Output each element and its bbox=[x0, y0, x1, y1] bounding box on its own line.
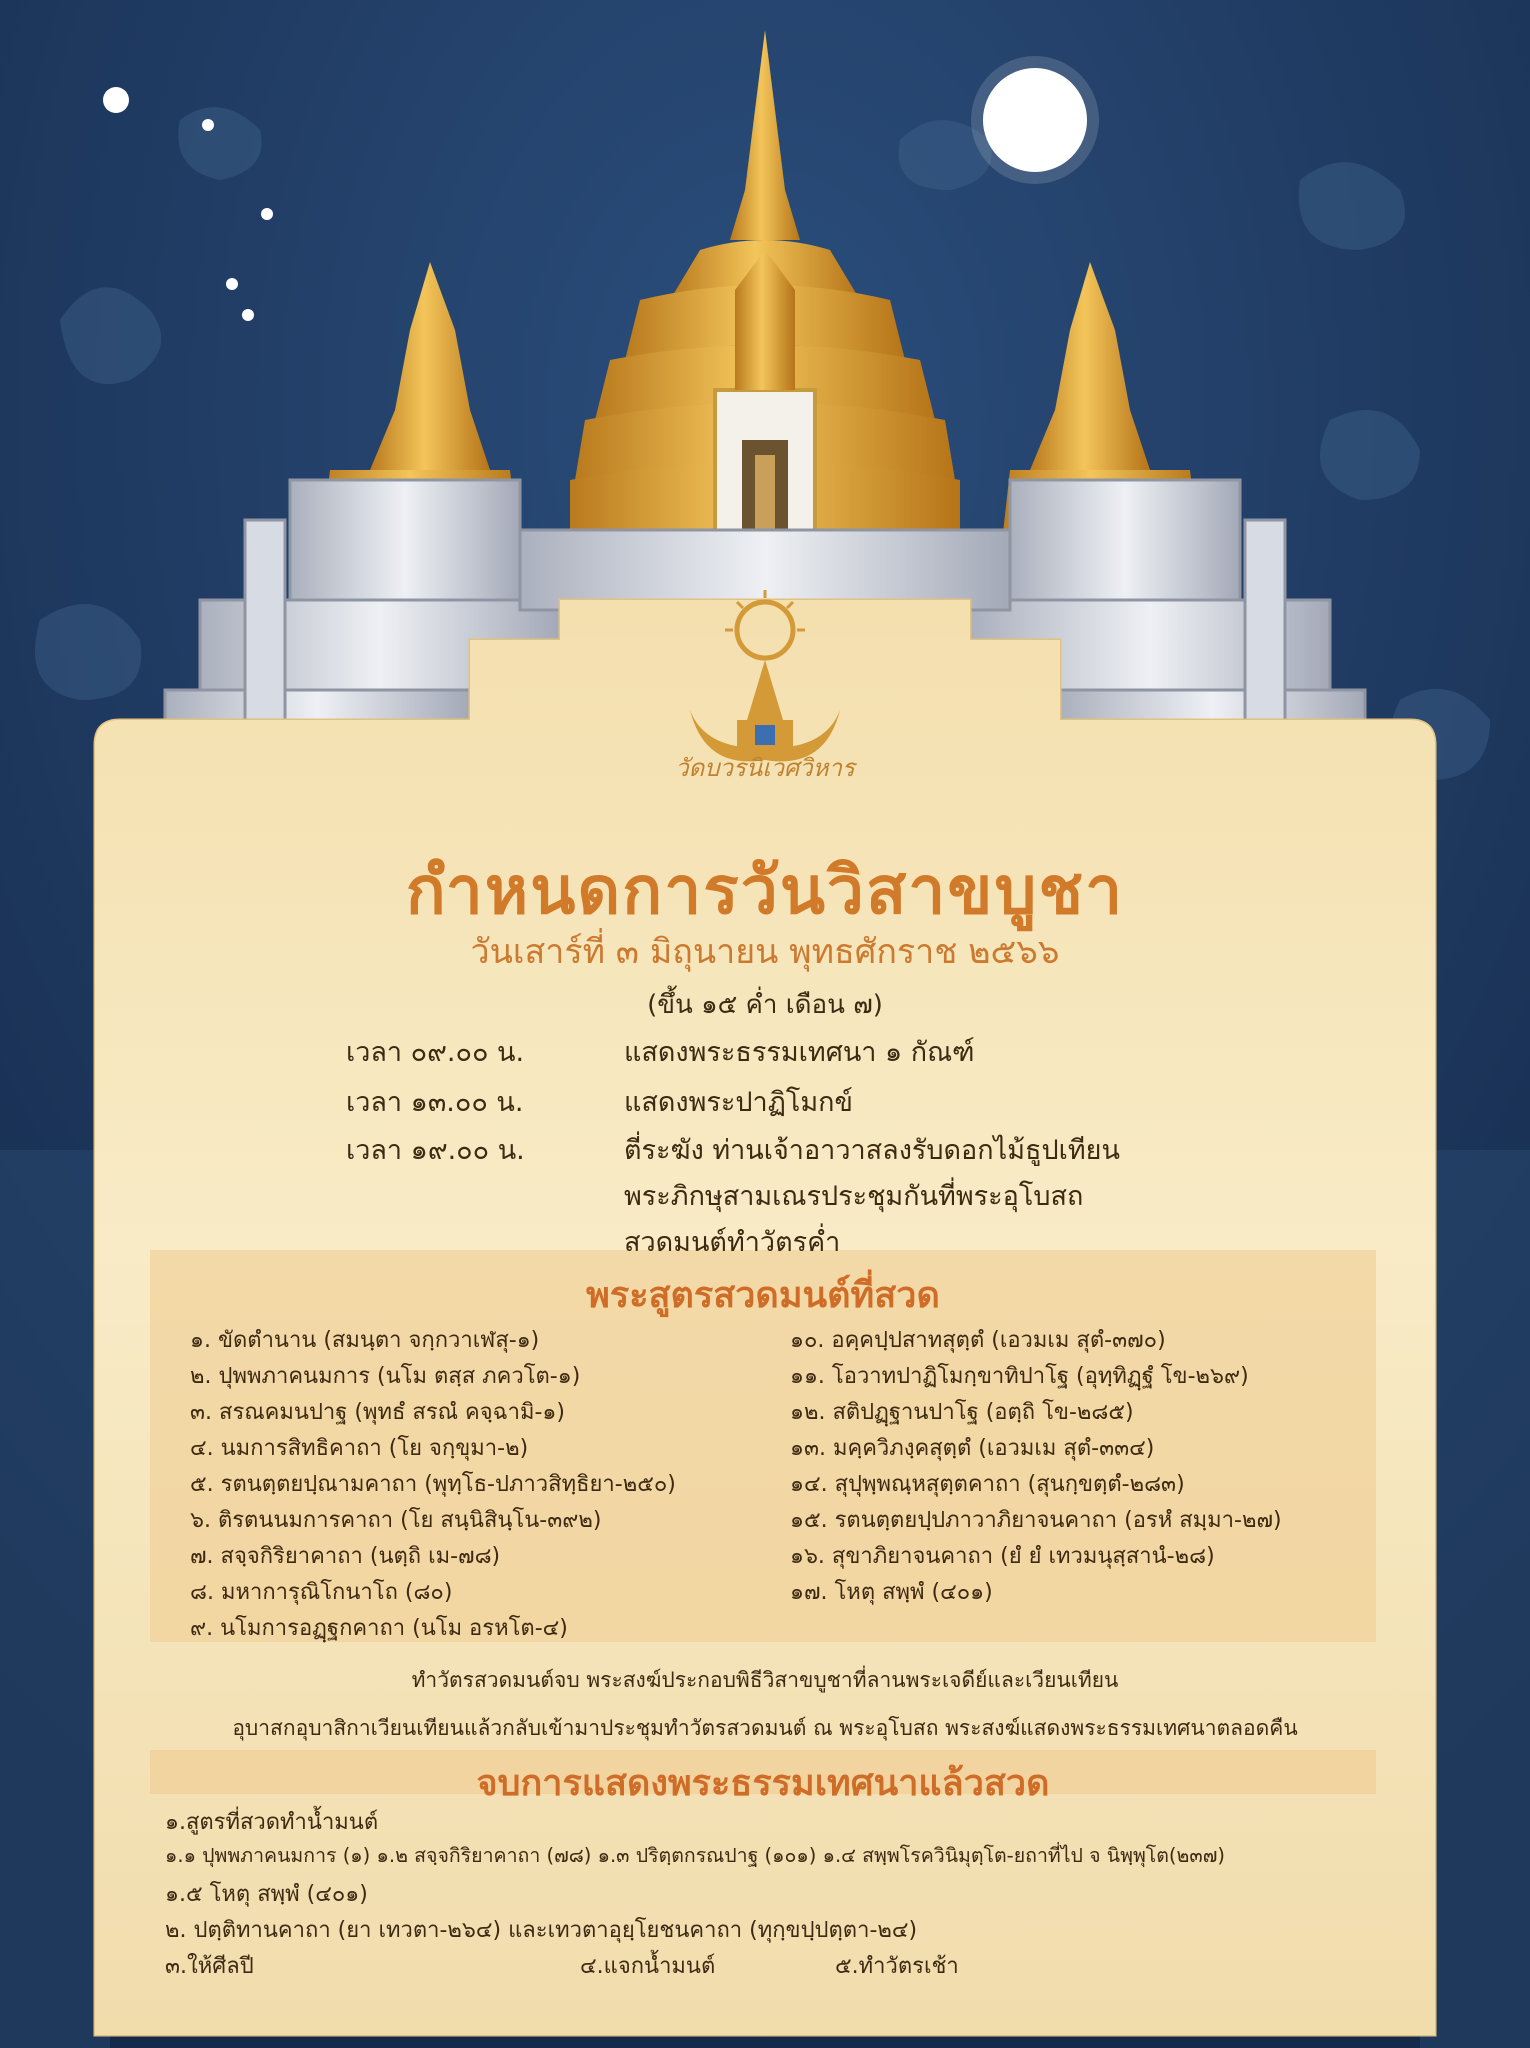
lunar-date: (ขึ้น ๑๕ ค่ำ เดือน ๗) bbox=[647, 990, 883, 1020]
chant-item-left: ๔. นมการสิทธิคาถา (โย จกฺขุมา-๒) bbox=[190, 1436, 529, 1461]
chant-item-left: ๕. รตนตฺตยปฺณามคาถา (พุทฺโธ-ปภาวสิทฺธิยา-๒๕๐) bbox=[190, 1472, 676, 1497]
chant-item-right: ๑๖. สุขาภิยาจนคาถา (ยํ ยํ เทวมนุสฺสานํ-๒๘) bbox=[790, 1544, 1215, 1569]
schedule-text: ตี่ระฆัง ท่านเจ้าอาวาสลงรับดอกไม้ธูปเทียน bbox=[624, 1135, 1120, 1166]
chant-item-right: ๑๗. โหตุ สพฺพํ (๔๐๑) bbox=[790, 1580, 993, 1605]
closing-line: ๑.สูตรที่สวดทำน้ำมนต์ bbox=[165, 1810, 379, 1835]
chant-item-left: ๓. สรณคมนปาฐ (พุทธํ สรณํ คจฺฉามิ-๑) bbox=[190, 1400, 565, 1425]
schedule-time: เวลา ๐๙.๐๐ น. bbox=[346, 1037, 525, 1068]
date-subtitle: วันเสาร์ที่ ๓ มิถุนายน พุทธศักราช ๒๕๖๖ bbox=[470, 932, 1060, 972]
chant-heading: พระสูตรสวดมนต์ที่สวด bbox=[586, 1274, 940, 1316]
schedule-time: เวลา ๑๙.๐๐ น. bbox=[346, 1135, 525, 1166]
chant-item-right: ๑๒. สติปฏฺฐานปาโฐ (อตฺถิ โข-๒๘๕) bbox=[790, 1400, 1134, 1425]
chant-item-left: ๘. มหาการุณิโกนาโถ (๘๐) bbox=[190, 1580, 453, 1605]
page-title: กำหนดการวันวิสาขบูชา bbox=[405, 851, 1125, 929]
chant-item-left: ๖. ติรตนนมการคาถา (โย สนฺนิสินฺโน-๓๙๒) bbox=[190, 1508, 602, 1533]
ceremony-note: ทำวัตรสวดมนต์จบ พระสงฆ์ประกอบพิธีวิสาขบูชาที่ลานพระเจดีย์และเวียนเทียน bbox=[411, 1668, 1119, 1692]
chant-item-left: ๒. ปุพพภาคนมการ (นโม ตสฺส ภควโต-๑) bbox=[190, 1364, 581, 1389]
closing-item: ๔.แจกน้ำมนต์ bbox=[580, 1954, 716, 1979]
schedule-text: แสดงพระธรรมเทศนา ๑ กัณฑ์ bbox=[624, 1037, 975, 1068]
chant-item-right: ๑๓. มคฺควิภงฺคสุตฺตํ (เอวมเม สุตํ-๓๓๔) bbox=[790, 1436, 1155, 1461]
logo-caption: วัดบวรนิเวศวิหาร bbox=[675, 754, 855, 782]
closing-line: ๒. ปตฺติทานคาถา (ยา เทวตา-๒๖๔) และเทวตาอุยฺโยชนคาถา (ทุกฺขปฺปตฺตา-๒๔) bbox=[165, 1918, 918, 1943]
schedule-text: แสดงพระปาฏิโมกข์ bbox=[624, 1087, 853, 1118]
schedule-text: สวดมนต์ทำวัตรค่ำ bbox=[624, 1227, 841, 1258]
closing-item: ๓.ให้ศีลปี bbox=[165, 1954, 254, 1979]
chant-item-left: ๙. นโมการอฏฺฐกคาถา (นโม อรหโต-๔) bbox=[190, 1616, 568, 1641]
closing-line: ๑.๑ ปุพพภาคนมการ (๑) ๑.๒ สจฺจกิริยาคาถา (๗๘) ๑.๓ ปริตฺตกรณปาฐ (๑๐๑) ๑.๔ สพฺพโรควินิมุตฺโต-ยถาที่ไป จ นิพฺพุโต(๒๓๗) bbox=[165, 1844, 1225, 1867]
chant-item-right: ๑๑. โอวาทปาฏิโมกฺขาทิปาโฐ (อุทฺทิฏฺฐํ โข-๒๖๙) bbox=[790, 1364, 1249, 1389]
closing-line: ๑.๕ โหตุ สพฺพํ (๔๐๑) bbox=[165, 1882, 368, 1907]
chant-item-left: ๗. สจฺจกิริยาคาถา (นตฺถิ เม-๗๘) bbox=[190, 1544, 501, 1569]
chant-item-right: ๑๕. รตนตฺตยปฺปภาวาภิยาจนคาถา (อรหํ สมฺมา-๒๗) bbox=[790, 1508, 1282, 1533]
closing-heading: จบการแสดงพระธรรมเทศนาแล้วสวด bbox=[476, 1762, 1050, 1804]
chant-item-right: ๑๐. อคฺคปฺปสาทสุตฺตํ (เอวมเม สุตํ-๓๗๐) bbox=[790, 1328, 1166, 1353]
closing-item: ๕.ทำวัตรเช้า bbox=[835, 1954, 959, 1979]
schedule-time: เวลา ๑๓.๐๐ น. bbox=[346, 1087, 524, 1118]
chant-item-left: ๑. ขัดตำนาน (สมนฺตา จกฺกวาเฬสุ-๑) bbox=[190, 1328, 540, 1353]
chant-item-right: ๑๔. สุปุพฺพณฺหสุตฺตคาถา (สุนกฺขตฺตํ-๒๘๓) bbox=[790, 1472, 1185, 1497]
schedule-text: พระภิกษุสามเณรประชุมกันที่พระอุโบสถ bbox=[624, 1181, 1084, 1212]
ceremony-note: อุบาสกอุบาสิกาเวียนเทียนแล้วกลับเข้ามาประชุมทำวัตรสวดมนต์ ณ พระอุโบสถ พระสงฆ์แสดงพระธรรมเทศนาตลอดคืน bbox=[232, 1716, 1298, 1740]
